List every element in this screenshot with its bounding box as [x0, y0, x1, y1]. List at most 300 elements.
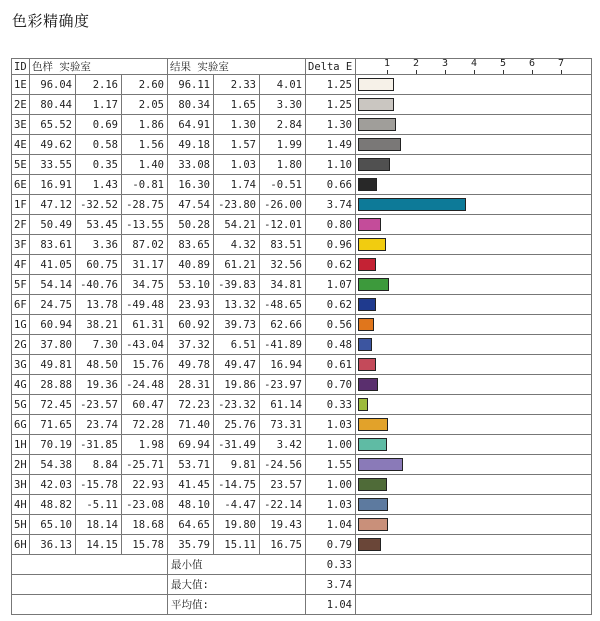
sample-lab-value: 22.93 — [122, 475, 168, 495]
sample-lab-value: 16.91 — [30, 175, 76, 195]
sample-lab-value: 1.86 — [122, 115, 168, 135]
sample-lab-value: 65.10 — [30, 515, 76, 535]
table-row — [12, 135, 592, 155]
table-row — [12, 75, 592, 95]
result-lab-value: 4.32 — [214, 235, 260, 255]
sample-lab-value: 60.94 — [30, 315, 76, 335]
summary-blank — [12, 595, 168, 615]
row-id: 3G — [12, 355, 30, 375]
sample-lab-value: 18.68 — [122, 515, 168, 535]
result-lab-value: -22.14 — [260, 495, 306, 515]
result-lab-value: 19.80 — [214, 515, 260, 535]
table-row — [12, 315, 592, 335]
delta-e-value: 0.96 — [306, 235, 356, 255]
result-lab-value: 53.10 — [168, 275, 214, 295]
x-tick-mark — [503, 70, 504, 74]
sample-lab-value: 28.88 — [30, 375, 76, 395]
table-row — [12, 495, 592, 515]
result-lab-value: 71.40 — [168, 415, 214, 435]
x-tick-label: 7 — [558, 58, 565, 69]
bar-cell — [356, 215, 592, 235]
sample-lab-value: 15.78 — [122, 535, 168, 555]
bar-cell — [356, 115, 592, 135]
sample-lab-value: 31.17 — [122, 255, 168, 275]
table-row — [12, 475, 592, 495]
bar-axis — [356, 59, 592, 75]
summary-row — [12, 575, 592, 595]
result-lab-value: 23.57 — [260, 475, 306, 495]
row-id: 2F — [12, 215, 30, 235]
sample-lab-value: -13.55 — [122, 215, 168, 235]
summary-row — [12, 555, 592, 575]
delta-e-value: 0.80 — [306, 215, 356, 235]
row-id: 4E — [12, 135, 30, 155]
bar-cell — [356, 315, 592, 335]
sample-lab-value: 71.65 — [30, 415, 76, 435]
result-lab-value: 19.86 — [214, 375, 260, 395]
delta-e-value: 0.62 — [306, 255, 356, 275]
table-row — [12, 95, 592, 115]
row-id: 6H — [12, 535, 30, 555]
delta-e-value: 1.03 — [306, 495, 356, 515]
row-id: 3F — [12, 235, 30, 255]
bar-cell — [356, 515, 592, 535]
bar-cell — [356, 455, 592, 475]
result-lab-value: 41.45 — [168, 475, 214, 495]
row-id: 5G — [12, 395, 30, 415]
result-lab-value: 4.01 — [260, 75, 306, 95]
x-tick-mark — [474, 70, 475, 74]
sample-lab-value: 24.75 — [30, 295, 76, 315]
delta-e-value: 0.62 — [306, 295, 356, 315]
delta-e-bar — [358, 358, 376, 371]
delta-e-value: 0.48 — [306, 335, 356, 355]
row-id: 1G — [12, 315, 30, 335]
bar-cell — [356, 195, 592, 215]
summary-value: 1.04 — [306, 595, 356, 615]
sample-lab-value: -49.48 — [122, 295, 168, 315]
delta-e-value: 0.79 — [306, 535, 356, 555]
delta-e-bar — [358, 458, 403, 471]
delta-e-bar — [358, 418, 388, 431]
result-lab-value: -23.32 — [214, 395, 260, 415]
delta-e-value: 1.25 — [306, 75, 356, 95]
result-lab-value: 34.81 — [260, 275, 306, 295]
sample-lab-value: -0.81 — [122, 175, 168, 195]
result-lab-value: -24.56 — [260, 455, 306, 475]
result-lab-value: 1.74 — [214, 175, 260, 195]
table-row — [12, 335, 592, 355]
bar-cell — [356, 275, 592, 295]
row-id: 6E — [12, 175, 30, 195]
result-lab-value: 2.84 — [260, 115, 306, 135]
delta-e-value: 1.00 — [306, 435, 356, 455]
delta-e-bar — [358, 138, 401, 151]
summary-value: 0.33 — [306, 555, 356, 575]
bar-cell — [356, 155, 592, 175]
delta-e-bar — [358, 198, 466, 211]
row-id: 6G — [12, 415, 30, 435]
bar-cell — [356, 495, 592, 515]
result-lab-value: 35.79 — [168, 535, 214, 555]
sample-lab-value: 60.47 — [122, 395, 168, 415]
delta-e-bar — [358, 258, 376, 271]
result-lab-value: -23.97 — [260, 375, 306, 395]
x-tick-mark — [561, 70, 562, 74]
result-lab-value: 1.80 — [260, 155, 306, 175]
sample-lab-value: 49.62 — [30, 135, 76, 155]
bar-cell — [356, 535, 592, 555]
delta-e-bar — [358, 238, 386, 251]
bar-cell — [356, 435, 592, 455]
result-lab-value: 73.31 — [260, 415, 306, 435]
result-lab-value: 69.94 — [168, 435, 214, 455]
sample-lab-value: 70.19 — [30, 435, 76, 455]
sample-lab-value: 96.04 — [30, 75, 76, 95]
sample-lab-value: 1.43 — [76, 175, 122, 195]
delta-e-value: 3.74 — [306, 195, 356, 215]
table-row — [12, 215, 592, 235]
result-lab-value: 16.30 — [168, 175, 214, 195]
result-lab-value: 61.14 — [260, 395, 306, 415]
table-row — [12, 455, 592, 475]
bar-cell — [356, 95, 592, 115]
result-lab-value: 9.81 — [214, 455, 260, 475]
delta-e-value: 1.03 — [306, 415, 356, 435]
sample-lab-value: 72.45 — [30, 395, 76, 415]
delta-e-bar — [358, 158, 390, 171]
sample-lab-value: 50.49 — [30, 215, 76, 235]
result-lab-value: 72.23 — [168, 395, 214, 415]
row-id: 2H — [12, 455, 30, 475]
color-accuracy-table — [11, 58, 592, 615]
sample-lab-value: 2.16 — [76, 75, 122, 95]
result-lab-value: 6.51 — [214, 335, 260, 355]
header-result-lab: 结果 实验室 — [168, 59, 306, 75]
sample-lab-value: 38.21 — [76, 315, 122, 335]
result-lab-value: 50.28 — [168, 215, 214, 235]
bar-cell — [356, 355, 592, 375]
sample-lab-value: 0.35 — [76, 155, 122, 175]
result-lab-value: -12.01 — [260, 215, 306, 235]
sample-lab-value: 1.40 — [122, 155, 168, 175]
x-tick-label: 1 — [384, 58, 391, 69]
summary-row — [12, 595, 592, 615]
result-lab-value: 49.47 — [214, 355, 260, 375]
row-id: 4H — [12, 495, 30, 515]
sample-lab-value: 23.74 — [76, 415, 122, 435]
delta-e-value: 0.56 — [306, 315, 356, 335]
result-lab-value: 28.31 — [168, 375, 214, 395]
result-lab-value: 49.78 — [168, 355, 214, 375]
delta-e-value: 1.00 — [306, 475, 356, 495]
delta-e-value: 0.61 — [306, 355, 356, 375]
sample-lab-value: 2.05 — [122, 95, 168, 115]
delta-e-bar — [358, 538, 381, 551]
x-tick-label: 4 — [471, 58, 478, 69]
bar-cell — [356, 375, 592, 395]
sample-lab-value: 1.98 — [122, 435, 168, 455]
row-id: 5F — [12, 275, 30, 295]
sample-lab-value: 0.58 — [76, 135, 122, 155]
delta-e-value: 1.25 — [306, 95, 356, 115]
table-row — [12, 195, 592, 215]
delta-e-bar — [358, 478, 387, 491]
sample-lab-value: 0.69 — [76, 115, 122, 135]
result-lab-value: 16.94 — [260, 355, 306, 375]
sample-lab-value: -28.75 — [122, 195, 168, 215]
result-lab-value: 64.65 — [168, 515, 214, 535]
x-tick-mark — [532, 70, 533, 74]
table-row — [12, 375, 592, 395]
sample-lab-value: 34.75 — [122, 275, 168, 295]
delta-e-value: 1.55 — [306, 455, 356, 475]
sample-lab-value: -31.85 — [76, 435, 122, 455]
x-tick-mark — [387, 70, 388, 74]
result-lab-value: 62.66 — [260, 315, 306, 335]
sample-lab-value: 8.84 — [76, 455, 122, 475]
result-lab-value: 64.91 — [168, 115, 214, 135]
bar-cell — [356, 75, 592, 95]
result-lab-value: 1.30 — [214, 115, 260, 135]
delta-e-value: 1.04 — [306, 515, 356, 535]
result-lab-value: 1.57 — [214, 135, 260, 155]
sample-lab-value: -25.71 — [122, 455, 168, 475]
row-id: 2E — [12, 95, 30, 115]
sample-lab-value: -24.48 — [122, 375, 168, 395]
delta-e-value: 0.66 — [306, 175, 356, 195]
sample-lab-value: 48.82 — [30, 495, 76, 515]
bar-cell — [356, 395, 592, 415]
summary-bar-blank — [356, 555, 592, 575]
delta-e-bar — [358, 98, 394, 111]
summary-bar-blank — [356, 595, 592, 615]
sample-lab-value: 41.05 — [30, 255, 76, 275]
result-lab-value: 32.56 — [260, 255, 306, 275]
result-lab-value: -41.89 — [260, 335, 306, 355]
result-lab-value: 80.34 — [168, 95, 214, 115]
sample-lab-value: -23.08 — [122, 495, 168, 515]
result-lab-value: -48.65 — [260, 295, 306, 315]
sample-lab-value: 72.28 — [122, 415, 168, 435]
result-lab-value: 13.32 — [214, 295, 260, 315]
summary-blank — [12, 555, 168, 575]
result-lab-value: 15.11 — [214, 535, 260, 555]
table-row — [12, 155, 592, 175]
result-lab-value: 60.92 — [168, 315, 214, 335]
summary-label: 最大值: — [168, 575, 306, 595]
delta-e-value: 0.70 — [306, 375, 356, 395]
delta-e-value: 1.30 — [306, 115, 356, 135]
delta-e-value: 1.10 — [306, 155, 356, 175]
bar-cell — [356, 175, 592, 195]
delta-e-bar — [358, 218, 381, 231]
result-lab-value: 3.30 — [260, 95, 306, 115]
sample-lab-value: 3.36 — [76, 235, 122, 255]
x-tick-label: 6 — [529, 58, 536, 69]
result-lab-value: 37.32 — [168, 335, 214, 355]
delta-e-value: 1.49 — [306, 135, 356, 155]
table-row — [12, 515, 592, 535]
result-lab-value: 23.93 — [168, 295, 214, 315]
row-id: 1F — [12, 195, 30, 215]
delta-e-bar — [358, 178, 377, 191]
header-delta-e: Delta E — [306, 59, 356, 75]
delta-e-bar — [358, 318, 374, 331]
delta-e-bar — [358, 338, 372, 351]
result-lab-value: 48.10 — [168, 495, 214, 515]
result-lab-value: -31.49 — [214, 435, 260, 455]
bar-cell — [356, 475, 592, 495]
sample-lab-value: -23.57 — [76, 395, 122, 415]
result-lab-value: 53.71 — [168, 455, 214, 475]
table-row — [12, 235, 592, 255]
bar-cell — [356, 335, 592, 355]
sample-lab-value: 61.31 — [122, 315, 168, 335]
sample-lab-value: 37.80 — [30, 335, 76, 355]
sample-lab-value: 54.38 — [30, 455, 76, 475]
summary-bar-blank — [356, 575, 592, 595]
delta-e-bar — [358, 78, 394, 91]
result-lab-value: 1.65 — [214, 95, 260, 115]
sample-lab-value: 49.81 — [30, 355, 76, 375]
summary-label: 最小值 — [168, 555, 306, 575]
result-lab-value: 3.42 — [260, 435, 306, 455]
summary-value: 3.74 — [306, 575, 356, 595]
result-lab-value: 25.76 — [214, 415, 260, 435]
table-row — [12, 535, 592, 555]
row-id: 1H — [12, 435, 30, 455]
sample-lab-value: 80.44 — [30, 95, 76, 115]
sample-lab-value: -40.76 — [76, 275, 122, 295]
result-lab-value: 1.03 — [214, 155, 260, 175]
sample-lab-value: 47.12 — [30, 195, 76, 215]
sample-lab-value: 60.75 — [76, 255, 122, 275]
result-lab-value: 19.43 — [260, 515, 306, 535]
row-id: 1E — [12, 75, 30, 95]
result-lab-value: 40.89 — [168, 255, 214, 275]
table-row — [12, 355, 592, 375]
sample-lab-value: 7.30 — [76, 335, 122, 355]
result-lab-value: 96.11 — [168, 75, 214, 95]
sample-lab-value: 53.45 — [76, 215, 122, 235]
delta-e-bar — [358, 518, 388, 531]
x-tick-mark — [416, 70, 417, 74]
result-lab-value: 1.99 — [260, 135, 306, 155]
result-lab-value: -14.75 — [214, 475, 260, 495]
sample-lab-value: 54.14 — [30, 275, 76, 295]
table-row — [12, 255, 592, 275]
result-lab-value: 2.33 — [214, 75, 260, 95]
sample-lab-value: 14.15 — [76, 535, 122, 555]
delta-e-bar — [358, 278, 389, 291]
sample-lab-value: 13.78 — [76, 295, 122, 315]
result-lab-value: 83.65 — [168, 235, 214, 255]
header-id: ID — [12, 59, 30, 75]
delta-e-bar — [358, 298, 376, 311]
sample-lab-value: -15.78 — [76, 475, 122, 495]
sample-lab-value: 1.17 — [76, 95, 122, 115]
result-lab-value: -26.00 — [260, 195, 306, 215]
table-row — [12, 175, 592, 195]
delta-e-bar — [358, 378, 378, 391]
result-lab-value: 83.51 — [260, 235, 306, 255]
sample-lab-value: 83.61 — [30, 235, 76, 255]
x-tick-label: 5 — [500, 58, 507, 69]
row-id: 3E — [12, 115, 30, 135]
result-lab-value: -0.51 — [260, 175, 306, 195]
row-id: 2G — [12, 335, 30, 355]
bar-cell — [356, 415, 592, 435]
delta-e-bar — [358, 498, 388, 511]
sample-lab-value: -43.04 — [122, 335, 168, 355]
table-row — [12, 435, 592, 455]
sample-lab-value: 48.50 — [76, 355, 122, 375]
row-id: 6F — [12, 295, 30, 315]
sample-lab-value: 65.52 — [30, 115, 76, 135]
result-lab-value: 39.73 — [214, 315, 260, 335]
result-lab-value: 16.75 — [260, 535, 306, 555]
row-id: 5H — [12, 515, 30, 535]
bar-cell — [356, 235, 592, 255]
row-id: 4F — [12, 255, 30, 275]
result-lab-value: -23.80 — [214, 195, 260, 215]
sample-lab-value: -5.11 — [76, 495, 122, 515]
summary-blank — [12, 575, 168, 595]
x-tick-mark — [445, 70, 446, 74]
delta-e-bar — [358, 398, 368, 411]
sample-lab-value: 36.13 — [30, 535, 76, 555]
table-row — [12, 115, 592, 135]
sample-lab-value: -32.52 — [76, 195, 122, 215]
bar-cell — [356, 255, 592, 275]
delta-e-bar — [358, 118, 396, 131]
table-row — [12, 275, 592, 295]
delta-e-bar — [358, 438, 387, 451]
table-row — [12, 415, 592, 435]
sample-lab-value: 87.02 — [122, 235, 168, 255]
page-title: 色彩精确度 — [12, 12, 90, 30]
sample-lab-value: 15.76 — [122, 355, 168, 375]
sample-lab-value: 33.55 — [30, 155, 76, 175]
table-row — [12, 395, 592, 415]
result-lab-value: 54.21 — [214, 215, 260, 235]
result-lab-value: 49.18 — [168, 135, 214, 155]
sample-lab-value: 19.36 — [76, 375, 122, 395]
bar-cell — [356, 295, 592, 315]
bar-cell — [356, 135, 592, 155]
result-lab-value: 47.54 — [168, 195, 214, 215]
header-sample-lab: 色样 实验室 — [30, 59, 168, 75]
table-row — [12, 295, 592, 315]
result-lab-value: -39.83 — [214, 275, 260, 295]
result-lab-value: 33.08 — [168, 155, 214, 175]
x-tick-label: 3 — [442, 58, 449, 69]
delta-e-value: 1.07 — [306, 275, 356, 295]
sample-lab-value: 18.14 — [76, 515, 122, 535]
summary-label: 平均值: — [168, 595, 306, 615]
sample-lab-value: 2.60 — [122, 75, 168, 95]
result-lab-value: -4.47 — [214, 495, 260, 515]
x-tick-label: 2 — [413, 58, 420, 69]
row-id: 4G — [12, 375, 30, 395]
delta-e-value: 0.33 — [306, 395, 356, 415]
result-lab-value: 61.21 — [214, 255, 260, 275]
sample-lab-value: 42.03 — [30, 475, 76, 495]
sample-lab-value: 1.56 — [122, 135, 168, 155]
row-id: 3H — [12, 475, 30, 495]
row-id: 5E — [12, 155, 30, 175]
